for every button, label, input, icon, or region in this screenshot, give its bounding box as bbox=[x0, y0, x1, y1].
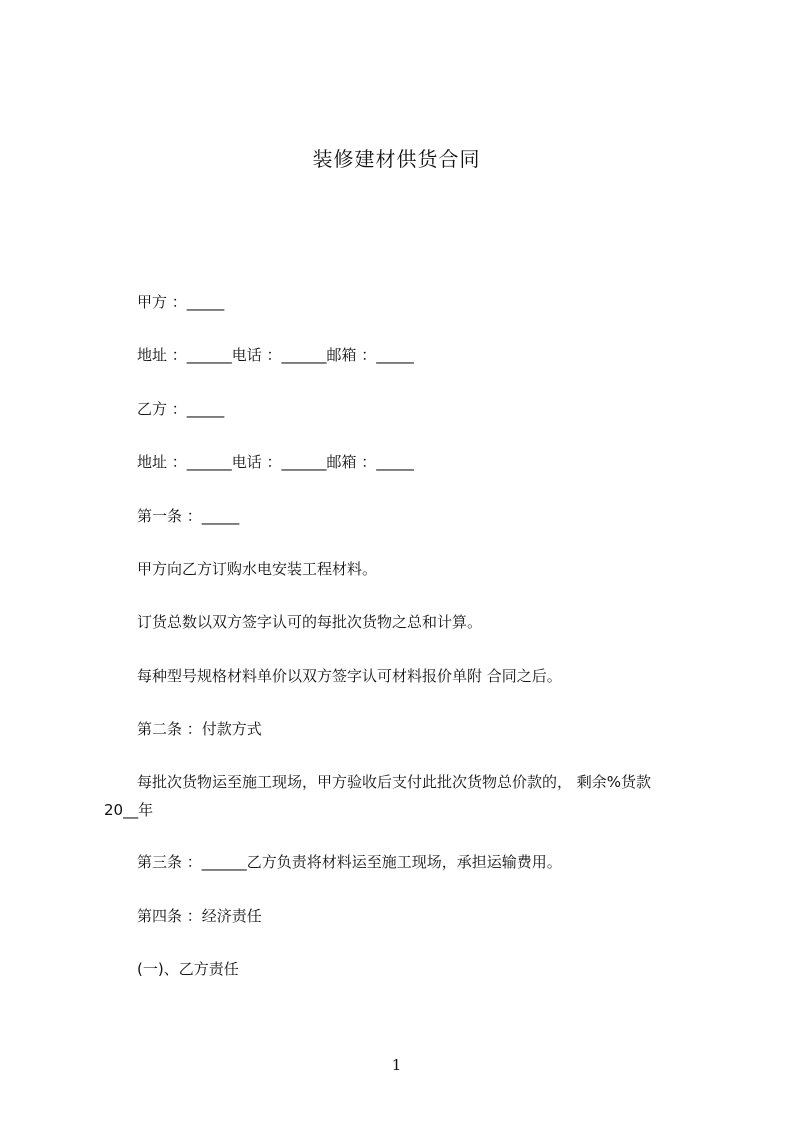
article-2-paragraph-continuation: 20__年 bbox=[104, 801, 154, 819]
article-2-heading: 第二条 ：付款方式 bbox=[137, 720, 262, 738]
article-4-heading: 第四条 ：经济责任 bbox=[137, 907, 262, 925]
party-b-line: 乙方 ：_____ bbox=[137, 400, 225, 418]
article-3-line: 第三条 ：______乙方负责将材料运至施工现场，承担运输费用。 bbox=[137, 853, 562, 871]
page-number: 1 bbox=[391, 1056, 402, 1074]
document-title: 装修建材供货合同 bbox=[312, 147, 481, 171]
article-2-paragraph: 每批次货物运至施工现场，甲方验收后支付此批次货物总价款的， 剩余%货款 bbox=[137, 773, 652, 791]
article-1-heading: 第一条 ：_____ bbox=[137, 507, 240, 525]
party-b-contact-line: 地址 ：______电话 ：______邮箱 ：_____ bbox=[137, 453, 414, 471]
party-b-responsibility-heading: (一)、乙方责任 bbox=[137, 960, 239, 978]
party-a-contact-line: 地址 ：______电话 ：______邮箱 ：_____ bbox=[137, 346, 414, 364]
article-1-paragraph-3: 每种型号规格材料单价以双方签字认可材料报价单附 合同之后。 bbox=[137, 667, 562, 685]
article-1-paragraph-2: 订货总数以双方签字认可的每批次货物之总和计算。 bbox=[137, 613, 483, 631]
article-1-paragraph-1: 甲方向乙方订购水电安装工程材料。 bbox=[137, 560, 378, 578]
party-a-line: 甲方 ：_____ bbox=[137, 293, 225, 311]
